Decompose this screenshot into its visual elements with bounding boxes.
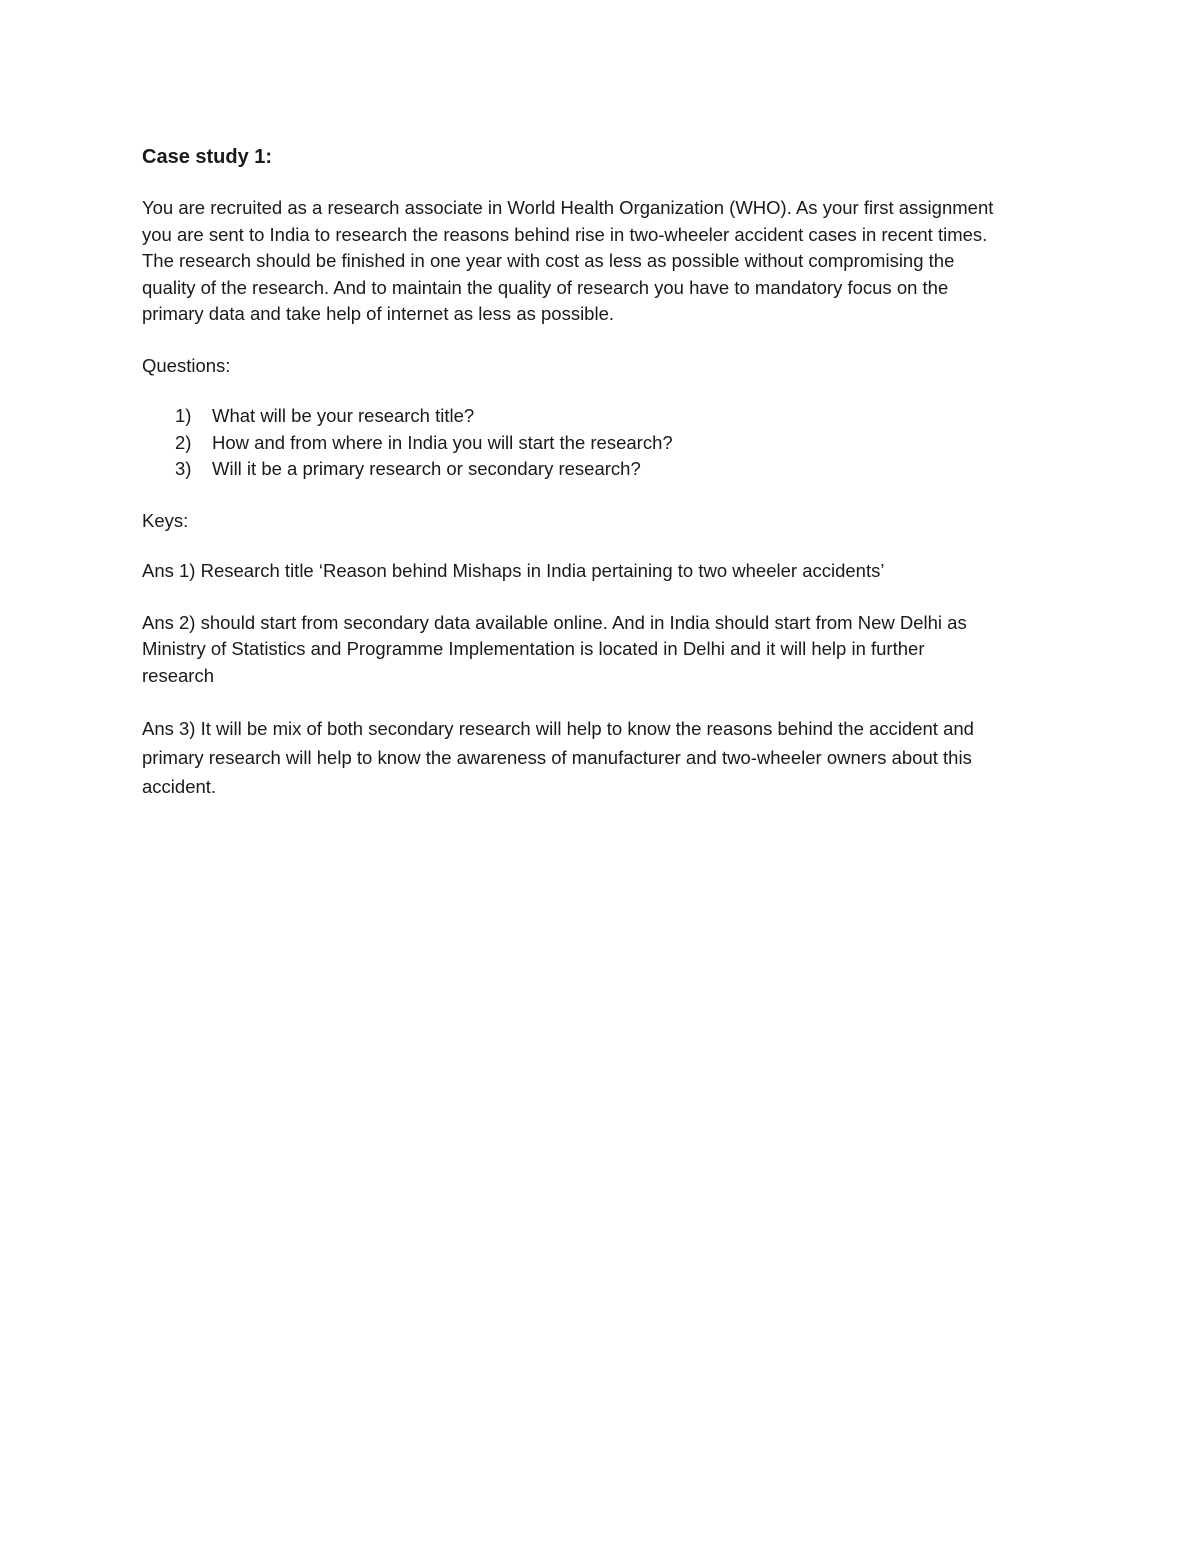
question-number: 1) [175, 405, 192, 426]
case-study-title: Case study 1: [142, 146, 273, 168]
intro-paragraph: You are recruited as a research associate in World Health Organization (WHO). As your first assignment you are sent to India to research the reasons behind rise in two-wheeler accident cases in recent times. The research should be finished in one year with cost as less as possible without compromising the quality of the research. And to maintain the quality of research you have to mandatory focus on the primary data and take help of internet as less as possible. [142, 197, 994, 324]
question-item [142, 456, 1067, 483]
keys-label: Keys: [142, 509, 189, 531]
question-text: How and from where in India you will start the research? [212, 431, 673, 453]
question-item [142, 403, 1067, 430]
answer-3: Ans 3) It will be mix of both secondary research will help to know the reasons behind the accident and primary research will help to know the awareness of manufacturer and two-wheeler owners about this accident. [142, 718, 974, 797]
question-item [142, 430, 1067, 457]
questions-list [142, 403, 1067, 483]
question-text: What will be your research title? [212, 405, 475, 426]
question-number: 2) [175, 431, 192, 453]
question-text: Will it be a primary research or secondary research? [212, 458, 641, 479]
answer-2: Ans 2) should start from secondary data available online. And in India should start from New Delhi as Ministry of Statistics and Programme Implementation is located in Delhi and it will help in further research [142, 611, 967, 686]
answer-1: Ans 1) Research title ‘Reason behind Mishaps in India pertaining to two wheeler accidents’ [142, 560, 885, 581]
questions-label: Questions: [142, 354, 231, 376]
question-number: 3) [175, 458, 192, 479]
document-body [142, 143, 1067, 826]
